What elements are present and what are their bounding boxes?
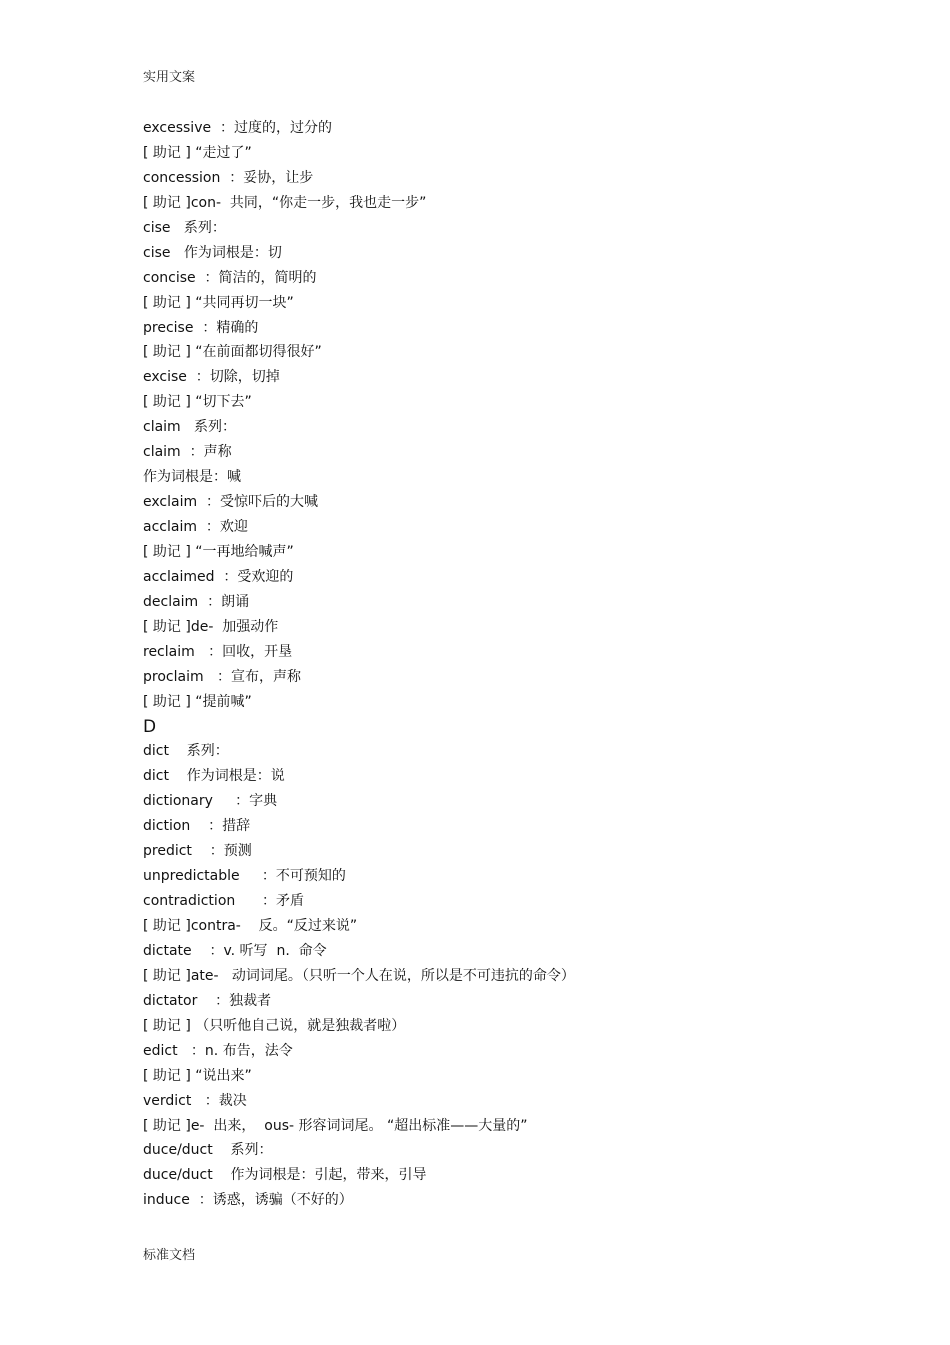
vocabulary-line: cise 作为词根是：切 [143,244,282,261]
vocabulary-line: [ 助记 ]ate- 动词词尾。（只听一个人在说，所以是不可违抗的命令） [143,967,575,984]
vocabulary-line: acclaim ：欢迎 [143,519,248,535]
vocabulary-line: excessive ：过度的，过分的 [143,120,332,136]
vocabulary-line: proclaim ：宣布，声称 [143,668,301,685]
vocabulary-line: duce/duct 系列： [143,1142,273,1159]
vocabulary-line: excise ：切除，切掉 [143,369,280,386]
vocabulary-line: exclaim ：受惊吓后的大喊 [143,494,318,511]
vocabulary-line: verdict ：裁决 [143,1092,247,1109]
vocabulary-line: [ 助记 ]con- 共同，“你走一步，我也走一步” [143,194,427,211]
vocabulary-line: diction ：措辞 [143,818,251,835]
vocabulary-line: [ 助记 ] “一再地给喊声” [143,543,294,560]
vocabulary-line: claim ：声称 [143,444,232,461]
vocabulary-line: [ 助记 ] “走过了” [143,144,252,161]
vocabulary-line: [ 助记 ] “在前面都切得很好” [143,344,322,361]
vocabulary-line: edict ：n. 布告，法令 [143,1042,293,1059]
page-header: 实用文案 [143,70,196,85]
vocabulary-line: [ 助记 ] （只听他自己说，就是独裁者啦） [143,1017,406,1034]
vocabulary-line: predict ：预测 [143,843,252,860]
vocabulary-line: [ 助记 ] “切下去” [143,394,252,411]
vocabulary-line: dict 作为词根是：说 [143,768,285,785]
vocabulary-list [143,116,863,1213]
vocabulary-line: dict 系列： [143,743,229,760]
page-footer: 标准文档 [143,1248,196,1263]
vocabulary-line: dictator ：独裁者 [143,992,272,1009]
vocabulary-line: acclaimed ：受欢迎的 [143,568,294,585]
vocabulary-line: [ 助记 ]e- 出来， ous- 形容词词尾。 “超出标准——大量的” [143,1117,528,1134]
vocabulary-line: precise ：精确的 [143,319,259,336]
vocabulary-line: [ 助记 ] “说出来” [143,1067,252,1084]
vocabulary-line: 作为词根是：喊 [143,469,241,486]
vocabulary-line: reclaim ：回收，开垦 [143,643,293,660]
vocabulary-line: [ 助记 ] “提前喊” [143,693,252,710]
vocabulary-line: [ 助记 ] “共同再切一块” [143,294,294,311]
vocabulary-line: claim 系列： [143,419,237,436]
section-heading: D [143,716,157,737]
vocabulary-line: cise 系列： [143,219,226,236]
vocabulary-line: unpredictable ：不可预知的 [143,868,346,885]
vocabulary-line: dictate ：v. 听写 n. 命令 [143,942,327,959]
vocabulary-line: contradiction ：矛盾 [143,893,304,910]
vocabulary-line: induce ：诱惑，诱骗（不好的） [143,1192,353,1209]
vocabulary-line: concession ：妥协，让步 [143,169,314,186]
vocabulary-line: [ 助记 ]contra- 反。“反过来说” [143,918,358,934]
vocabulary-line: concise ：简洁的，简明的 [143,269,317,286]
vocabulary-line: dictionary ：字典 [143,793,278,810]
vocabulary-line: declaim ：朗诵 [143,593,250,610]
vocabulary-line: [ 助记 ]de- 加强动作 [143,618,279,635]
vocabulary-line: duce/duct 作为词根是：引起，带来，引导 [143,1167,427,1184]
